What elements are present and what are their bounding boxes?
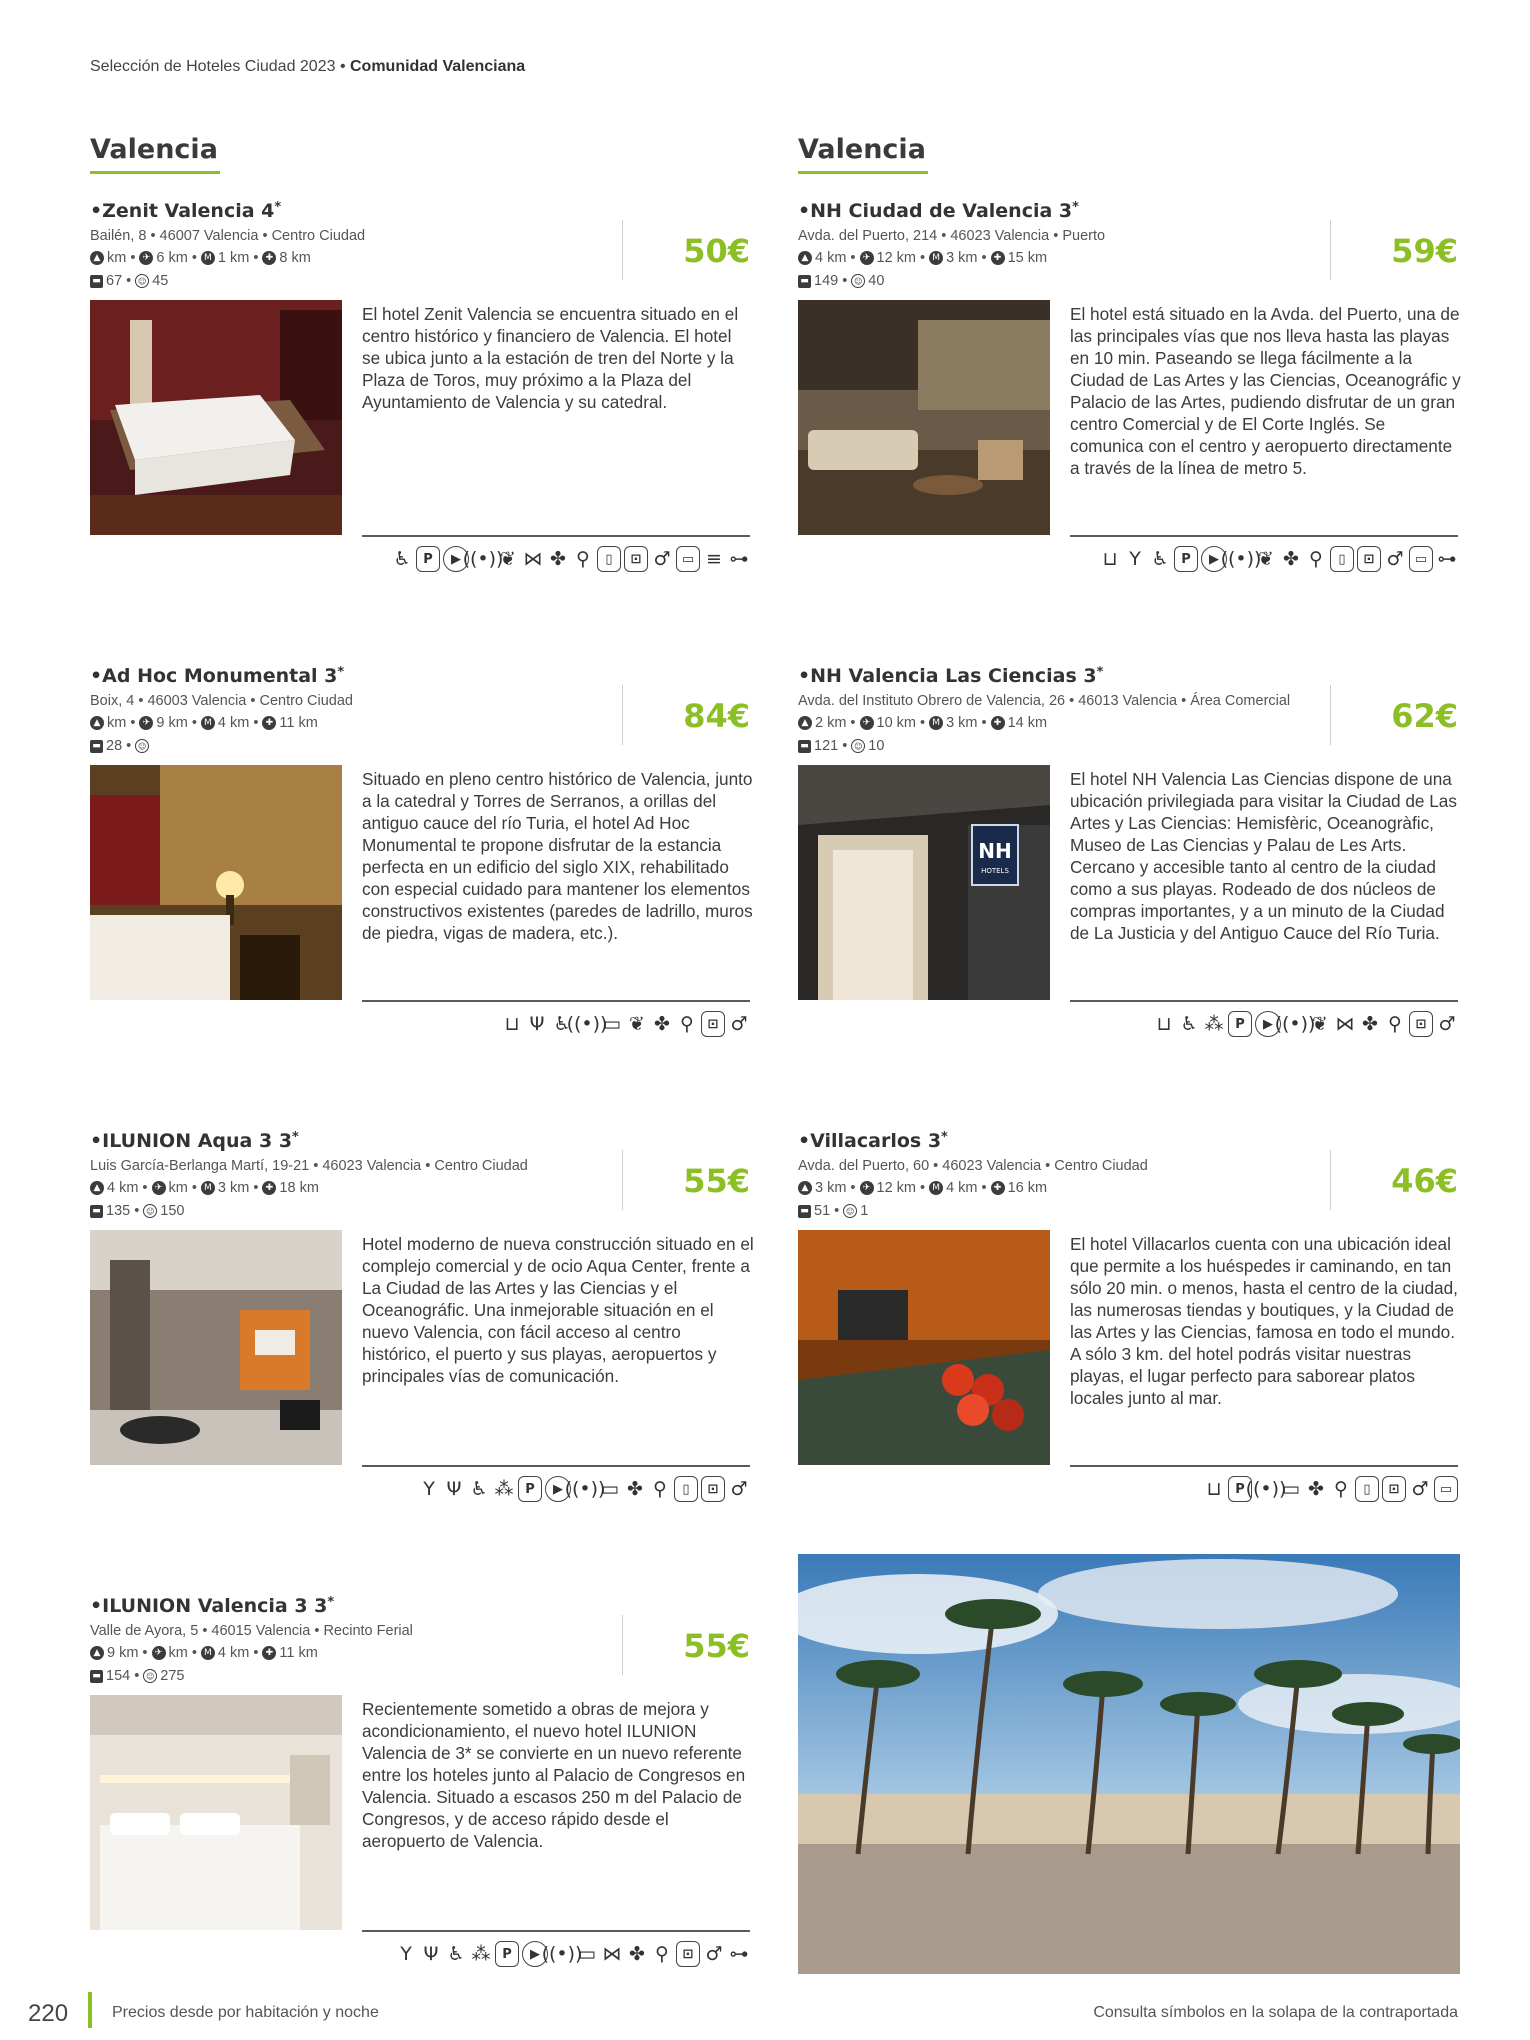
metro-icon: M [201,1181,215,1195]
facility-icons [501,1011,750,1037]
hotel-rooms: ▬ 67 • ☺ 45 [90,273,168,289]
hotel-photo [90,765,342,1000]
meeting-icon: ⁂ [494,1478,514,1500]
hotel-card-nh-ciencias [798,665,1458,1105]
hotel-rooms: ▬ 121 • ☺ 10 [798,738,884,754]
ac-icon: ✤ [629,1943,645,1965]
minibar-icon: ▯ [597,546,621,572]
accessible-icon: ♿ [393,548,411,570]
airport-icon: ✈ [860,716,874,730]
hotel-name: •ILUNION Valencia 3 3* [90,1595,335,1617]
hairdryer-icon: ⚲ [576,548,590,570]
hotel-description: El hotel Villacarlos cuenta con una ubicación ideal que permite a los huéspedes ir caminando, en tan sólo 20 min. o menos, hasta el centro de la ciudad, las numerosas tiendas y boutiques, y la Ciudad de las Artes y las Ciencias, famosa en todo el mundo. A sólo 3 km. del hotel podrás visitar nuestras playas, el lugar perfecto para saborear platos locales junto al mar. [1070,1234,1458,1408]
bar-icon: Y [1129,548,1141,570]
mouse-icon: ♂ [1386,548,1404,570]
hotel-distances: ▲ 4 km • ✈ km • M 3 km • ✚ 18 km [90,1180,319,1196]
hotel-photo [90,1230,342,1465]
hotel-card-villacarlos [798,1130,1458,1570]
mouse-icon: ♂ [730,1013,748,1035]
tv-icon: ▶ [1255,1011,1281,1037]
hotel-description: Situado en pleno centro histórico de Valencia, junto a la catedral y Torres de Serranos, a orillas del antiguo cauce del río Turia, el hotel Ad Hoc Monumental te propone disfrutar de la estancia perfecta en un edificio del siglo XIX, rehabilitado con especial cuidado para mantener los elementos constructivos existentes (paredes de ladrillo, muros de piedra, vigas de madera, etc.). [362,769,753,943]
hairdryer-icon: ⚲ [1309,548,1323,570]
wifi-icon: ((•)) [1274,1013,1316,1035]
parking-icon: P [416,546,440,572]
tv-icon: ▶ [522,1941,548,1967]
center-icon: ✚ [262,251,276,265]
reception-image [798,1230,1050,1465]
divider [362,1000,750,1002]
computer-icon: ▭ [603,1013,621,1035]
wifi-icon: ((•)) [564,1478,606,1500]
hotel-name: •NH Ciudad de Valencia 3* [798,200,1079,222]
room-service-icon: ▭ [1434,1476,1458,1502]
hotel-address: Avda. del Instituto Obrero de Valencia, 26 • 46013 Valencia • Área Comercial [798,693,1291,709]
bedroom-image [90,765,342,1000]
facility-icons [391,546,750,572]
cart-icon: ⊔ [1156,1013,1172,1035]
heating-icon: ≡ [706,548,722,570]
bed-icon: ▬ [798,275,811,288]
hotel-address: Valle de Ayora, 5 • 46015 Valencia • Recinto Ferial [90,1623,413,1639]
room-service-icon: ▭ [676,546,700,572]
hotel-photo [798,1230,1050,1465]
accessible-icon: ♿ [553,1013,571,1035]
bedroom-image [90,300,342,535]
divider [1070,1465,1458,1467]
gym-icon: ⊶ [1437,548,1457,570]
hotel-photo [90,1695,342,1930]
facility-icons [418,1476,750,1502]
parking-icon: P [1228,1476,1252,1502]
people-icon: ☺ [851,274,865,288]
wifi-icon: ((•)) [541,1943,583,1965]
palm-beach-image [798,1554,1460,1974]
pets-icon: ❦ [500,548,516,570]
room-service-icon: ▭ [1409,546,1433,572]
footer-accent-bar [88,1992,92,2028]
metro-icon: M [929,1181,943,1195]
hotel-description: El hotel está situado en la Avda. del Puerto, una de las principales vías que nos lleva hasta las playas en 10 min. Paseando se llega fácilmente a la Ciudad de Las Artes y las Ciencias, Oceanográfic y Palacio de las Artes, pudiendo disfrutar de un gran centro Comercial y de El Corte Inglés. Se comunica con el centro y aeropuerto directamente a través de la línea de metro 5. [1070,304,1461,478]
hotel-price: 46€ [1391,1162,1458,1200]
meeting-icon: ⁂ [1204,1013,1224,1035]
hotel-address: Avda. del Puerto, 60 • 46023 Valencia • Centro Ciudad [798,1158,1148,1174]
hotel-entrance-image [798,765,1050,1000]
lounge-image [90,1230,342,1465]
ac-icon: ✤ [550,548,566,570]
wifi-icon: ((•)) [462,548,504,570]
people-icon: ☺ [143,1669,157,1683]
hotel-address: Boix, 4 • 46003 Valencia • Centro Ciudad [90,693,353,709]
hotel-distances: ▲ 3 km • ✈ 12 km • M 4 km • ✚ 16 km [798,1180,1047,1196]
mouse-icon: ♂ [1411,1478,1429,1500]
center-icon: ✚ [991,1181,1005,1195]
hotel-address: Avda. del Puerto, 214 • 46023 Valencia • Puerto [798,228,1106,244]
center-icon: ✚ [262,1646,276,1660]
section-title-left-text: Valencia [90,134,218,165]
hotel-price: 62€ [1391,697,1458,735]
people-icon: ☺ [135,739,149,753]
restaurant-icon: Ψ [446,1478,462,1500]
minibar-icon: ▯ [1330,546,1354,572]
divider [622,685,623,745]
hotel-price: 55€ [683,1627,750,1665]
hotel-rooms: ▬ 154 • ☺ 275 [90,1668,184,1684]
divider [1070,1000,1458,1002]
people-icon: ☺ [843,1204,857,1218]
hotel-distances: ▲ 4 km • ✈ 12 km • M 3 km • ✚ 15 km [798,250,1047,266]
mouse-icon: ♂ [1438,1013,1456,1035]
nh-logo-sub: HOTELS [981,867,1009,875]
footer-price-note: Precios desde por habitación y noche [112,2004,379,2021]
hotel-address: Luis García-Berlanga Martí, 19-21 • 46023 Valencia • Centro Ciudad [90,1158,528,1174]
hotel-name: •Villacarlos 3* [798,1130,948,1152]
gym-icon: ⊶ [729,548,749,570]
metro-icon: M [929,716,943,730]
divider [362,1465,750,1467]
meeting-icon: ⁂ [471,1943,491,1965]
mouse-icon: ♂ [730,1478,748,1500]
bed-icon: ▬ [90,1670,103,1683]
divider [1070,535,1458,537]
hotel-description: El hotel Zenit Valencia se encuentra situado en el centro histórico y financiero de Valencia. El hotel se ubica junto a la estación de tren del Norte y la Plaza de Toros, muy próximo a la Plaza del Ayuntamiento de Valencia y su catedral. [362,304,739,412]
lobby-image [798,300,1050,535]
section-underline [798,171,928,174]
parking-icon: P [518,1476,542,1502]
header-prefix: Selección de Hoteles Ciudad 2023 • [90,58,346,75]
cart-icon: ⊔ [1206,1478,1222,1500]
divider [622,220,623,280]
ac-icon: ✤ [1308,1478,1324,1500]
divider [1330,685,1331,745]
accessible-icon: ♿ [470,1478,488,1500]
hotel-card-nh-ciudad [798,200,1461,640]
header-region: Comunidad Valenciana [350,58,526,75]
computer-icon: ▭ [601,1478,619,1500]
hotel-photo [90,300,342,535]
hairdryer-icon: ⚲ [655,1943,669,1965]
divider [362,1930,750,1932]
bed-icon: ▬ [90,1205,103,1218]
people-icon: ☺ [851,739,865,753]
hotel-distances: ▲ km • ✈ 6 km • M 1 km • ✚ 8 km [90,250,311,266]
metro-icon: M [201,251,215,265]
hotel-rooms: ▬ 51 • ☺ 1 [798,1203,868,1219]
hotel-price: 59€ [1391,232,1458,270]
airport-icon: ✈ [860,251,874,265]
hotel-distances: ▲ km • ✈ 9 km • M 4 km • ✚ 11 km [90,715,318,731]
safe-icon: ⊡ [1382,1476,1406,1502]
tv-icon: ▶ [443,546,469,572]
divider [1330,1150,1331,1210]
hotel-price: 84€ [683,697,750,735]
people-icon: ☺ [143,1204,157,1218]
center-icon: ✚ [991,251,1005,265]
safe-icon: ⊡ [1357,546,1381,572]
accessible-icon: ♿ [447,1943,465,1965]
facility-icons [1099,546,1458,572]
hairdryer-icon: ⚲ [653,1478,667,1500]
hotel-name: •ILUNION Aqua 3 3* [90,1130,299,1152]
footer-symbols-note: Consulta símbolos en la solapa de la contraportada [1093,2004,1458,2021]
cart-icon: ⊔ [1102,548,1118,570]
gym-icon: ⊶ [729,1943,749,1965]
hotel-description: Hotel moderno de nueva construcción situado en el complejo comercial y de ocio Aqua Center, frente a La Ciudad de las Artes y las Ciencias y el Oceanográfic. Una inmejorable situación en el nuevo Valencia, con fácil acceso al centro histórico, el puerto y sus playas, aeropuertos y principales vías de comunicación. [362,1234,754,1386]
hotel-address: Bailén, 8 • 46007 Valencia • Centro Ciudad [90,228,366,244]
accessible-icon: ♿ [1180,1013,1198,1035]
facility-icons [1203,1476,1458,1502]
train-icon: ▲ [798,251,812,265]
airport-icon: ✈ [139,716,153,730]
parking-icon: P [495,1941,519,1967]
safe-icon: ⊡ [1409,1011,1433,1037]
hotel-rooms: ▬ 28 • ☺ [90,738,152,754]
computer-icon: ▭ [1282,1478,1300,1500]
safe-icon: ⊡ [624,546,648,572]
hotel-card-ilunion-valencia [90,1595,750,2035]
tv-icon: ▶ [545,1476,571,1502]
hotel-name: •Ad Hoc Monumental 3* [90,665,345,687]
parking-icon: P [1228,1011,1252,1037]
facility-icons [395,1941,750,1967]
safe-icon: ⊡ [701,1011,725,1037]
hotel-card-ilunion-aqua [90,1130,754,1570]
page-number: 220 [28,2000,69,2027]
hairdryer-icon: ⚲ [1334,1478,1348,1500]
bow-icon: ⋈ [523,548,543,570]
airport-icon: ✈ [152,1646,166,1660]
metro-icon: M [201,716,215,730]
hotel-photo [798,765,1050,1000]
section-title-left [90,134,220,174]
hotel-card-zenit [90,200,750,640]
divider [622,1150,623,1210]
hotel-name: •Zenit Valencia 4* [90,200,282,222]
hotel-price: 50€ [683,232,750,270]
ac-icon: ✤ [1283,548,1299,570]
airport-icon: ✈ [152,1181,166,1195]
computer-icon: ▭ [578,1943,596,1965]
safe-icon: ⊡ [701,1476,725,1502]
hotel-distances: ▲ 9 km • ✈ km • M 4 km • ✚ 11 km [90,1645,318,1661]
bed-icon: ▬ [90,275,103,288]
safe-icon: ⊡ [676,1941,700,1967]
bed-icon: ▬ [90,740,103,753]
section-title-right-text: Valencia [798,134,926,165]
pets-icon: ❦ [1312,1013,1328,1035]
hotel-rooms: ▬ 135 • ☺ 150 [90,1203,184,1219]
section-title-right [798,134,928,174]
hotel-card-adhoc [90,665,753,1105]
bow-icon: ⋈ [602,1943,622,1965]
mouse-icon: ♂ [653,548,671,570]
metro-icon: M [929,251,943,265]
ac-icon: ✤ [1362,1013,1378,1035]
bedroom-image [90,1695,342,1930]
people-icon: ☺ [135,274,149,288]
hotel-photo [798,300,1050,535]
train-icon: ▲ [90,251,104,265]
mouse-icon: ♂ [705,1943,723,1965]
wifi-icon: ((•)) [1245,1478,1287,1500]
wifi-icon: ((•)) [1220,548,1262,570]
page-header [90,58,525,76]
train-icon: ▲ [90,716,104,730]
facility-icons [1153,1011,1458,1037]
bed-icon: ▬ [798,1205,811,1218]
cart-icon: ⊔ [504,1013,520,1035]
divider [622,1615,623,1675]
section-underline [90,171,220,174]
hotel-price: 55€ [683,1162,750,1200]
beach-photo [798,1554,1460,1974]
hotel-description: El hotel NH Valencia Las Ciencias dispone de una ubicación privilegiada para visitar la Ciudad de Las Artes y Las Ciencias: Hemisfèric, Oceanogràfic, Museo de Las Ciencias y Palau de Les Arts. Cercano y accesible tanto al centro de la ciudad como a sus playas. Rodeado de dos núcleos de compras importantes, y a un minuto de la Ciudad de La Justicia y del Antiguo Cauce del Río Turia. [1070,769,1457,943]
parking-icon: P [1174,546,1198,572]
hotel-name: •NH Valencia Las Ciencias 3* [798,665,1104,687]
center-icon: ✚ [262,1181,276,1195]
ac-icon: ✤ [654,1013,670,1035]
center-icon: ✚ [262,716,276,730]
hairdryer-icon: ⚲ [1388,1013,1402,1035]
hotel-description: Recientemente sometido a obras de mejora y acondicionamiento, el nuevo hotel ILUNION Valencia de 3* se convierte en un nuevo referente entre los hoteles junto al Palacio de Congresos en Valencia. Situado a escasos 250 m del Palacio de Congresos, y de acceso rápido desde el aeropuerto de Valencia. [362,1699,746,1851]
minibar-icon: ▯ [674,1476,698,1502]
restaurant-icon: Ψ [529,1013,545,1035]
airport-icon: ✈ [860,1181,874,1195]
bow-icon: ⋈ [1335,1013,1355,1035]
accessible-icon: ♿ [1151,548,1169,570]
train-icon: ▲ [90,1181,104,1195]
train-icon: ▲ [798,716,812,730]
divider [1330,220,1331,280]
hotel-rooms: ▬ 149 • ☺ 40 [798,273,884,289]
tv-icon: ▶ [1201,546,1227,572]
bar-icon: Y [423,1478,435,1500]
wifi-icon: ((•)) [566,1013,608,1035]
restaurant-icon: Ψ [423,1943,439,1965]
train-icon: ▲ [798,1181,812,1195]
hotel-distances: ▲ 2 km • ✈ 10 km • M 3 km • ✚ 14 km [798,715,1047,731]
pets-icon: ❦ [1258,548,1274,570]
hairdryer-icon: ⚲ [680,1013,694,1035]
airport-icon: ✈ [139,251,153,265]
nh-logo: NH [978,839,1012,863]
metro-icon: M [201,1646,215,1660]
center-icon: ✚ [991,716,1005,730]
bed-icon: ▬ [798,740,811,753]
divider [362,535,750,537]
pets-icon: ❦ [629,1013,645,1035]
minibar-icon: ▯ [1355,1476,1379,1502]
ac-icon: ✤ [627,1478,643,1500]
train-icon: ▲ [90,1646,104,1660]
bar-icon: Y [400,1943,412,1965]
